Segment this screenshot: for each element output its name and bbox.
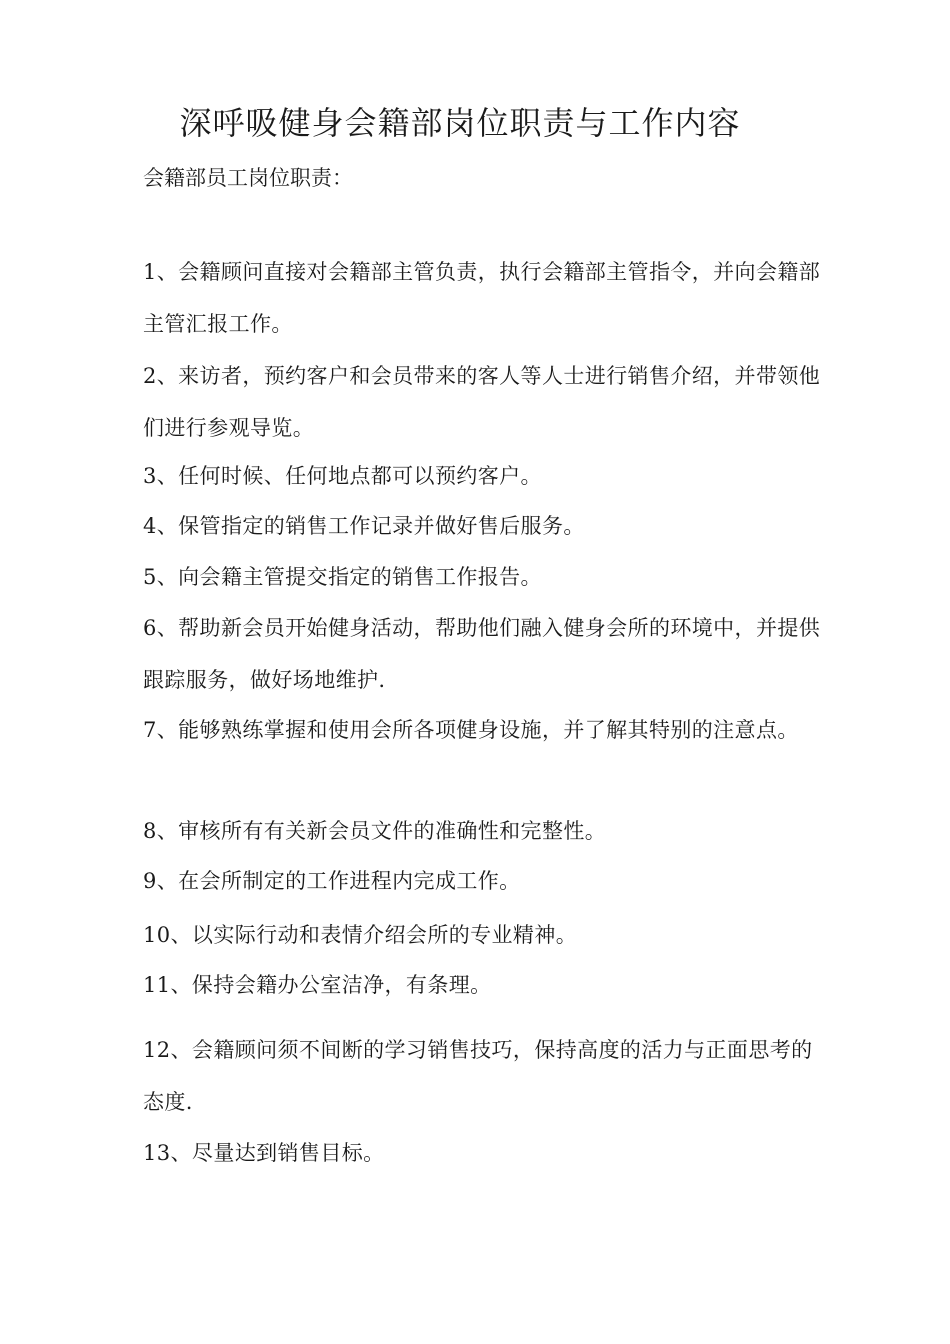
list-item: 13、尽量达到销售目标。 bbox=[143, 1141, 385, 1165]
section-heading: 会籍部员工岗位职责： bbox=[143, 166, 353, 190]
list-item: 6、帮助新会员开始健身活动，帮助他们融入健身会所的环境中，并提供跟踪服务，做好场地维护. bbox=[143, 616, 821, 692]
list-item: 12、会籍顾问须不间断的学习销售技巧，保持高度的活力与正面思考的态度. bbox=[143, 1038, 813, 1114]
list-item: 7、能够熟练掌握和使用会所各项健身设施，并了解其特别的注意点。 bbox=[143, 718, 799, 742]
list-item: 11、保持会籍办公室洁净，有条理。 bbox=[143, 973, 492, 997]
list-item: 8、审核所有有关新会员文件的准确性和完整性。 bbox=[143, 819, 607, 843]
document-title: 深呼吸健身会籍部岗位职责与工作内容 bbox=[179, 104, 741, 142]
list-item: 3、任何时候、任何地点都可以预约客户。 bbox=[143, 464, 542, 488]
list-item: 1、会籍顾问直接对会籍部主管负责，执行会籍部主管指令，并向会籍部主管汇报工作。 bbox=[143, 260, 821, 336]
list-item: 9、在会所制定的工作进程内完成工作。 bbox=[143, 869, 521, 893]
list-item: 2、来访者，预约客户和会员带来的客人等人士进行销售介绍，并带领他们进行参观导览。 bbox=[143, 364, 821, 440]
list-item: 4、保管指定的销售工作记录并做好售后服务。 bbox=[143, 514, 585, 538]
list-item: 10、以实际行动和表情介绍会所的专业精神。 bbox=[143, 923, 578, 947]
list-item: 5、向会籍主管提交指定的销售工作报告。 bbox=[143, 565, 542, 589]
